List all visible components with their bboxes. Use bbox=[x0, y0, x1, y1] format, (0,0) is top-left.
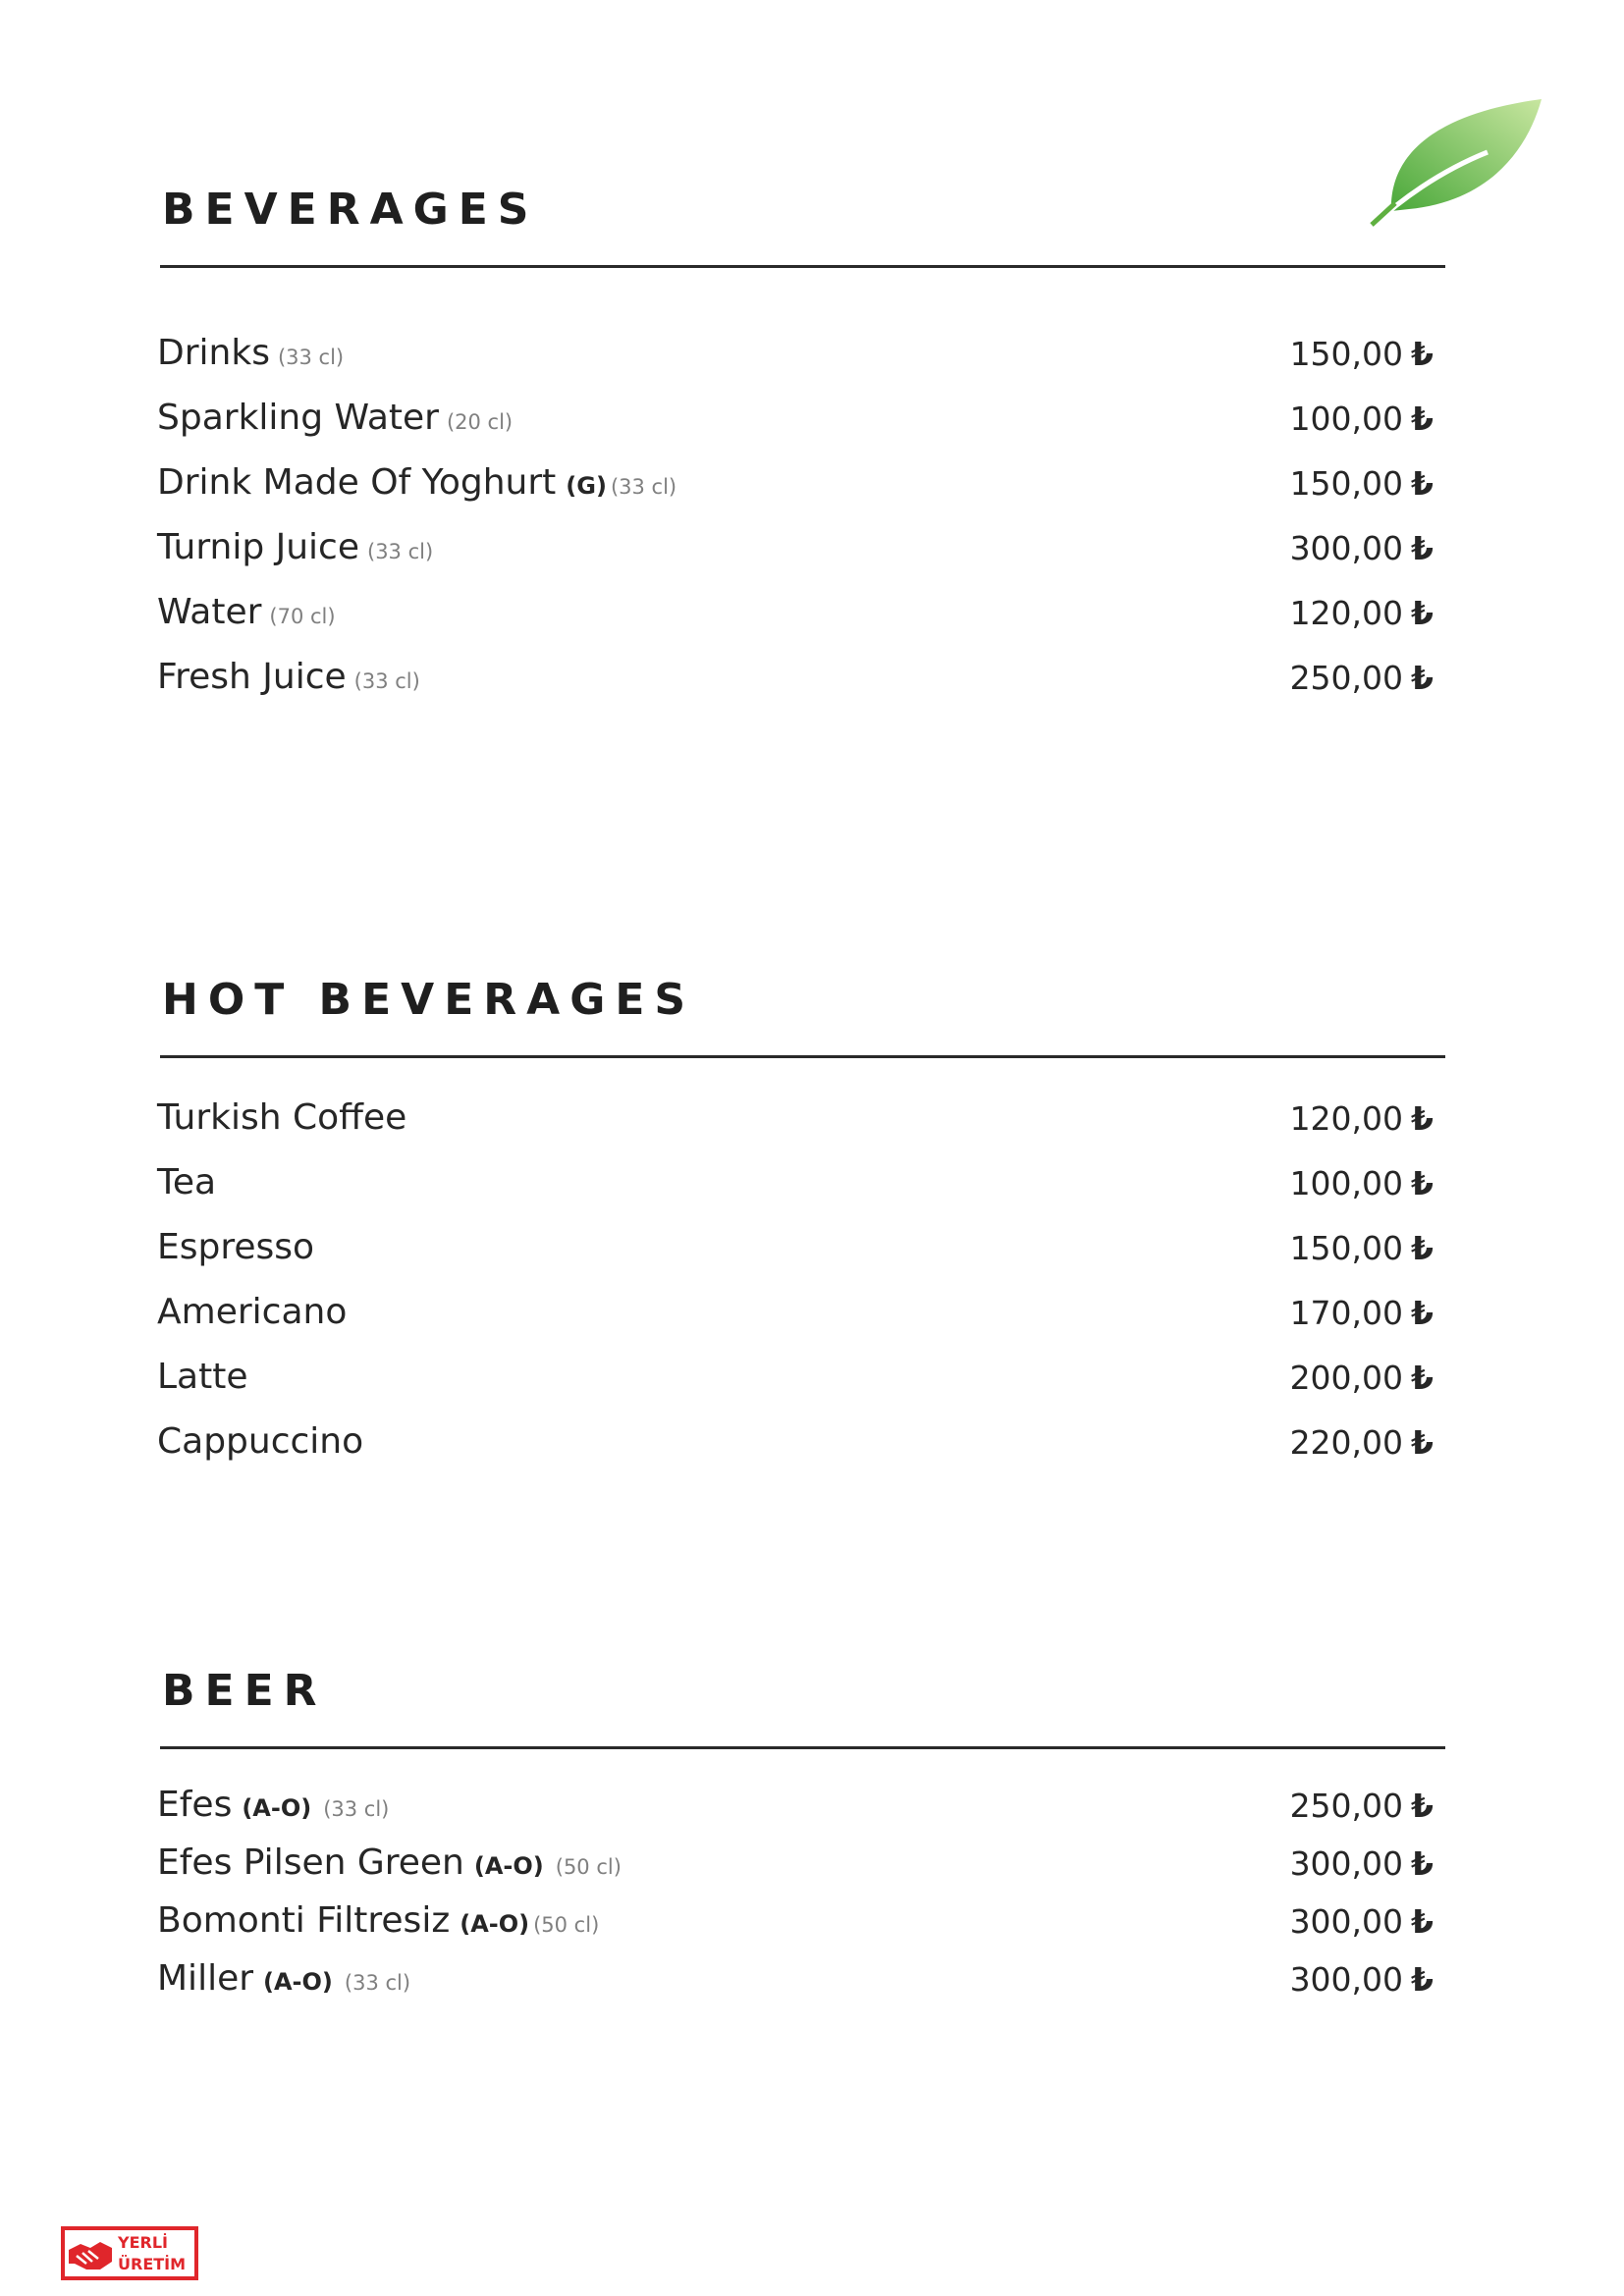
item-name-wrap bbox=[157, 527, 433, 567]
item-price: 100,00 bbox=[1289, 400, 1404, 438]
item-price: 150,00 bbox=[1289, 464, 1404, 503]
menu-item bbox=[157, 1420, 1434, 1469]
item-price: 200,00 bbox=[1289, 1359, 1404, 1397]
yerli-uretim-badge bbox=[61, 2226, 198, 2280]
item-volume: (33 cl) bbox=[353, 669, 420, 693]
handshake-icon bbox=[67, 2236, 114, 2273]
section-divider bbox=[160, 1746, 1445, 1749]
item-name: Sparkling Water bbox=[157, 398, 439, 438]
item-volume: (33 cl) bbox=[277, 346, 345, 369]
currency-symbol: ₺ bbox=[1411, 659, 1434, 697]
item-name: Fresh Juice bbox=[157, 657, 347, 697]
badge-line1: YERLİ bbox=[118, 2233, 168, 2252]
item-name: Efes bbox=[157, 1785, 233, 1825]
item-price: 100,00 bbox=[1289, 1164, 1404, 1202]
currency-symbol: ₺ bbox=[1411, 400, 1434, 438]
item-price-wrap bbox=[1290, 529, 1434, 567]
menu-item bbox=[157, 1291, 1434, 1340]
currency-symbol: ₺ bbox=[1411, 594, 1434, 632]
menu-item bbox=[157, 1957, 1434, 2006]
item-price-wrap bbox=[1290, 1787, 1434, 1825]
item-volume: (33 cl) bbox=[610, 475, 677, 499]
currency-symbol: ₺ bbox=[1411, 1359, 1434, 1397]
menu-item bbox=[157, 526, 1434, 575]
item-name: Cappuccino bbox=[157, 1421, 364, 1462]
item-price-wrap bbox=[1290, 1164, 1434, 1202]
item-price: 250,00 bbox=[1289, 659, 1404, 697]
leaf-icon bbox=[1370, 93, 1546, 231]
item-name-wrap bbox=[157, 592, 336, 632]
currency-symbol: ₺ bbox=[1411, 1902, 1434, 1941]
item-price: 150,00 bbox=[1289, 1229, 1404, 1267]
item-tag: (A-O) bbox=[473, 1852, 544, 1880]
menu-item bbox=[157, 461, 1434, 510]
item-price-wrap bbox=[1290, 464, 1434, 503]
item-price: 300,00 bbox=[1289, 1844, 1404, 1883]
item-name: Turkish Coffee bbox=[157, 1097, 407, 1138]
item-name: Drink Made Of Yoghurt bbox=[157, 462, 557, 503]
item-price-wrap bbox=[1290, 1423, 1434, 1462]
item-name-wrap bbox=[157, 1842, 622, 1883]
menu-item bbox=[157, 1356, 1434, 1405]
item-name: Bomonti Filtresiz bbox=[157, 1900, 451, 1941]
currency-symbol: ₺ bbox=[1411, 1229, 1434, 1267]
item-price-wrap bbox=[1290, 1294, 1434, 1332]
item-name-wrap bbox=[157, 398, 513, 438]
item-name-wrap bbox=[157, 657, 420, 697]
item-volume: (50 cl) bbox=[555, 1855, 622, 1879]
item-price: 300,00 bbox=[1289, 1902, 1404, 1941]
badge-text bbox=[118, 2232, 196, 2275]
item-price-wrap bbox=[1290, 1099, 1434, 1138]
section-title: BEVERAGES bbox=[162, 185, 539, 235]
menu-item bbox=[157, 1899, 1434, 1949]
section-title: BEER bbox=[162, 1666, 327, 1716]
item-price: 220,00 bbox=[1289, 1423, 1404, 1462]
item-price: 120,00 bbox=[1289, 594, 1404, 632]
item-price: 150,00 bbox=[1289, 335, 1404, 373]
item-name: Miller bbox=[157, 1958, 254, 1999]
item-name: Turnip Juice bbox=[157, 527, 359, 567]
item-volume: (70 cl) bbox=[269, 605, 336, 628]
section-divider bbox=[160, 265, 1445, 268]
item-price: 300,00 bbox=[1289, 1960, 1404, 1999]
badge-line2: ÜRETİM bbox=[118, 2255, 187, 2273]
item-price-wrap bbox=[1290, 1359, 1434, 1397]
item-price-wrap bbox=[1290, 400, 1434, 438]
currency-symbol: ₺ bbox=[1411, 1960, 1434, 1999]
item-volume: (20 cl) bbox=[446, 410, 514, 434]
item-price-wrap bbox=[1290, 1844, 1434, 1883]
item-price-wrap bbox=[1290, 659, 1434, 697]
item-volume: (33 cl) bbox=[323, 1797, 390, 1821]
menu-item bbox=[157, 1842, 1434, 1891]
item-tag: (A-O) bbox=[460, 1910, 530, 1938]
item-name: Tea bbox=[157, 1162, 217, 1202]
currency-symbol: ₺ bbox=[1411, 1294, 1434, 1332]
currency-symbol: ₺ bbox=[1411, 1787, 1434, 1825]
menu-item bbox=[157, 1226, 1434, 1275]
currency-symbol: ₺ bbox=[1411, 1844, 1434, 1883]
item-price-wrap bbox=[1290, 594, 1434, 632]
menu-item bbox=[157, 1161, 1434, 1210]
currency-symbol: ₺ bbox=[1411, 464, 1434, 503]
currency-symbol: ₺ bbox=[1411, 1164, 1434, 1202]
item-volume: (33 cl) bbox=[367, 540, 434, 563]
item-price-wrap bbox=[1290, 1960, 1434, 1999]
currency-symbol: ₺ bbox=[1411, 529, 1434, 567]
item-name-wrap bbox=[157, 462, 677, 503]
item-name: Drinks bbox=[157, 333, 270, 373]
item-price-wrap bbox=[1290, 335, 1434, 373]
item-volume: (50 cl) bbox=[533, 1913, 600, 1937]
menu-item bbox=[157, 1784, 1434, 1833]
item-price: 120,00 bbox=[1289, 1099, 1404, 1138]
item-name-wrap bbox=[157, 333, 344, 373]
item-tag: (A-O) bbox=[242, 1794, 312, 1822]
item-name: Americano bbox=[157, 1292, 348, 1332]
item-price: 170,00 bbox=[1289, 1294, 1404, 1332]
currency-symbol: ₺ bbox=[1411, 1423, 1434, 1462]
item-name: Efes Pilsen Green bbox=[157, 1842, 464, 1883]
item-tag: (A-O) bbox=[263, 1968, 333, 1996]
item-name: Latte bbox=[157, 1357, 248, 1397]
section-title: HOT BEVERAGES bbox=[162, 975, 696, 1025]
menu-item bbox=[157, 397, 1434, 446]
menu-item bbox=[157, 332, 1434, 381]
item-price-wrap bbox=[1290, 1902, 1434, 1941]
item-price-wrap bbox=[1290, 1229, 1434, 1267]
currency-symbol: ₺ bbox=[1411, 1099, 1434, 1138]
menu-item bbox=[157, 591, 1434, 640]
menu-item bbox=[157, 656, 1434, 705]
item-price: 300,00 bbox=[1289, 529, 1404, 567]
item-price: 250,00 bbox=[1289, 1787, 1404, 1825]
item-name: Espresso bbox=[157, 1227, 315, 1267]
item-name-wrap bbox=[157, 1958, 410, 1999]
section-divider bbox=[160, 1055, 1445, 1058]
item-tag: (G) bbox=[566, 472, 607, 500]
item-name-wrap bbox=[157, 1785, 389, 1825]
item-name: Water bbox=[157, 592, 262, 632]
item-name-wrap bbox=[157, 1900, 599, 1941]
menu-item bbox=[157, 1096, 1434, 1146]
item-volume: (33 cl) bbox=[344, 1971, 411, 1995]
currency-symbol: ₺ bbox=[1411, 335, 1434, 373]
